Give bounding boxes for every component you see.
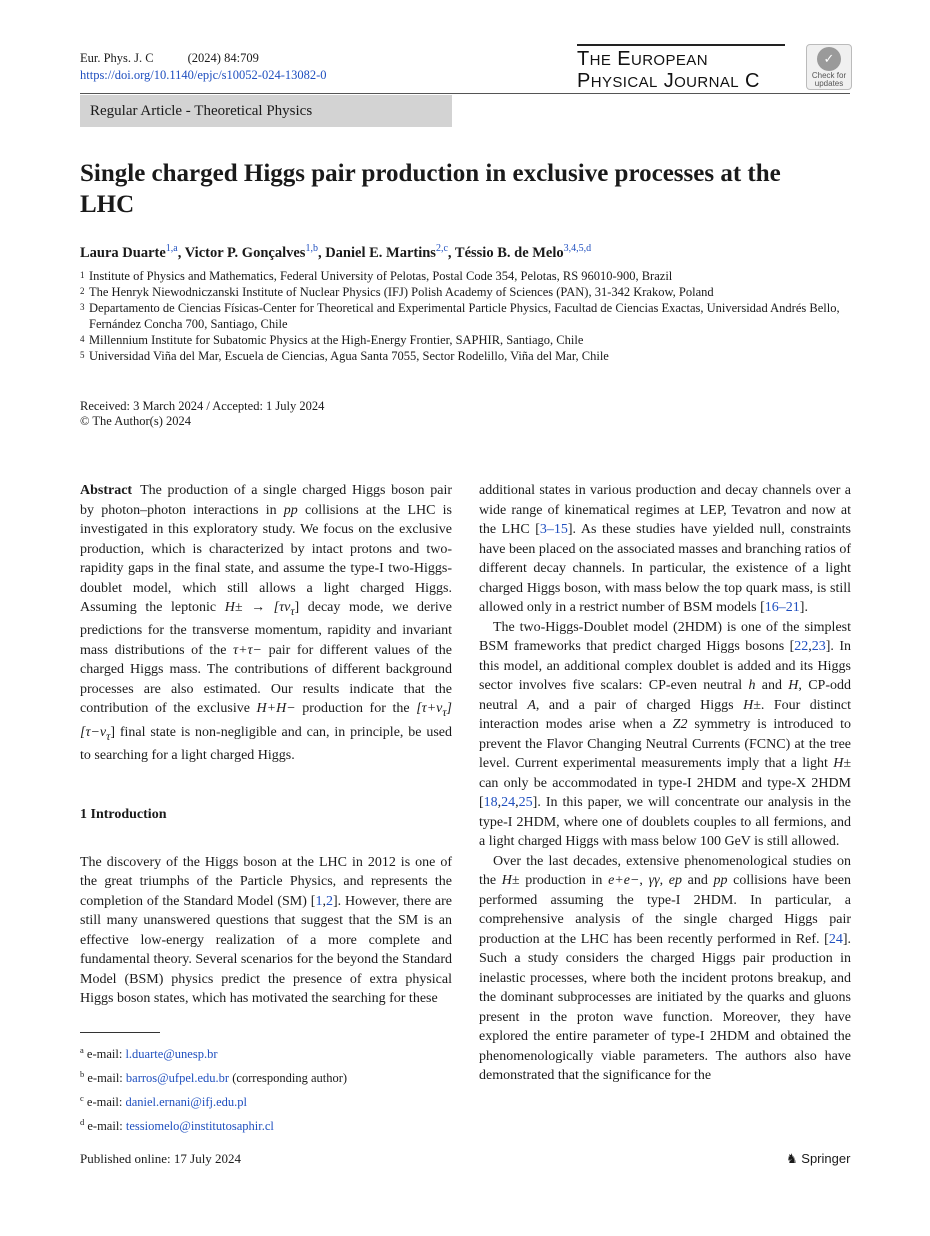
affiliation-item (80, 268, 855, 284)
springer-horse-icon: ♞ (786, 1151, 798, 1166)
footnote-mark: d (80, 1117, 85, 1128)
abstract-text: pair for different values of the charged Higgs mass. The contributions of different background processes are also estimated. Our results indicate that the contribution of the exclusive (80, 642, 453, 717)
body-text: collisions have been performed assuming the type-I 2HDM. In particular, a comprehensive analysis of the single charged Higgs pair production at the LHC has been recently performed in Ref. [ (479, 873, 852, 947)
journal-logo (577, 44, 785, 93)
citation-link[interactable]: 25 (518, 795, 533, 810)
math-A: A (527, 697, 536, 713)
footnote-note: (corresponding author) (229, 1071, 348, 1086)
check-for-updates-button[interactable] (806, 44, 852, 90)
body-text: Over the last decades, extensive phenomenological studies on the (479, 853, 851, 888)
email-link[interactable]: daniel.ernani@ifj.edu.pl (125, 1095, 247, 1110)
citation-link[interactable]: 3–15 (539, 522, 568, 537)
affiliation-item (80, 332, 855, 348)
math-pp: pp (283, 502, 298, 518)
citation-link[interactable]: 22 (794, 639, 809, 654)
intro-paragraph-1 (479, 481, 851, 618)
body-text: can only be accommodated in type-I 2HDM and type-X 2HDM [ (479, 775, 851, 810)
check-for-updates-label: Check for updates (811, 71, 847, 88)
citation-link[interactable]: 23 (811, 639, 826, 654)
author-affiliation-ref[interactable]: 3,4,5,d (563, 243, 592, 254)
citation-link[interactable]: 24 (501, 795, 516, 810)
right-column (479, 481, 851, 1086)
math-bracket: ] (110, 724, 115, 740)
affiliation-text: Universidad Viña del Mar, Escuela de Ciencias, Agua Santa 7055, Sector Rodelillo, Viña del Mar, Chile (89, 349, 609, 363)
affiliation-number: 5 (80, 350, 85, 360)
footnote-item (80, 1040, 347, 1064)
body-text: , and a pair of charged Higgs (535, 697, 744, 713)
author-name: Téssio B. de Melo (454, 244, 564, 261)
published-online: Published online: 17 July 2024 (80, 1151, 242, 1166)
math-hpm: H± (501, 873, 520, 888)
email-link[interactable]: barros@ufpel.edu.br (125, 1071, 230, 1086)
footnote-mark: a (80, 1045, 84, 1055)
journal-name-line2: PHYSICAL JOURNAL C (577, 70, 760, 92)
citation-link[interactable]: 1 (315, 893, 323, 909)
body-text: additional states in various production and decay channels over a wide range of kinematical regimes at LEP, Tevatron and now at the LHC [ (479, 483, 851, 537)
abstract-text: production for the (295, 701, 417, 717)
body-text: symmetry is introduced to prevent the Flavor Changing Neutral Currents (FCNC) at the tree level. Current experimental measurements imply that a light (479, 717, 851, 771)
math-h: h (748, 678, 756, 693)
journal-abbrev: Eur. Phys. J. C (80, 51, 154, 65)
body-text: ]. However, there are still many unanswered questions that suggest that the SM is an effective low-energy realization of a more complete and fundamental theory. Several scenarios for the beyond the Standard Model (BSM) physics predict the presence of extra physical Higgs boson states, which has motivated the searching for these (80, 893, 452, 1007)
doi-link[interactable]: https://doi.org/10.1140/epjc/s10052-024-13082-0 (80, 68, 327, 82)
math-hpm: H± (743, 697, 761, 713)
author-affiliation-ref[interactable]: 1,a (165, 243, 178, 254)
intro-paragraph-2: The two-Higgs-Doublet model (2HDM) is one of the simplest BSM frameworks that predict charged Higgs bosons [22,23]. In this model, an additional complex doublet is added and its Higgs sector involves five scalars: CP-even neutral h and H, CP-odd neutral A, and a pair of charged Higgs H±. Four distinct interaction modes arise when a Z2 symmetry is introduced to prevent the Flavor Changing Neutral Currents (FCNC) at the tree level. Current experimental measurements imply that a light H± can only be accommodated in type-I 2HDM and type-X 2HDM [18,24,25]. In this paper, we will concentrate our analysis in the type-I 2HDM, where one of doublets couples to all fermions, and a light charged Higgs with mass below 100 GeV is still allowed. (479, 619, 852, 849)
article-title: Single charged Higgs pair production in exclusive processes at the LHC (80, 160, 781, 218)
footnote-mark: c (80, 1093, 84, 1104)
body-text: ]. Such a study considers the charged Higgs pair production in inelastic processes, where both the incident protons breakup, and the dominant subprocesses are initiated by the quarks and gluons present in the proton wave function. Moreover, they have explored the entire parameter of type-I 2HDM and obtained the phenomenologically viable parameters. The authors also have demonstrated that the significance for the (479, 931, 851, 1083)
author-name: Victor P. Gonçalves (184, 244, 306, 261)
math-tautau: τ+τ− (233, 642, 262, 658)
intro-paragraph-3: Over the last decades, extensive phenomenological studies on the H± production in e+e−, γγ, ep and pp collisions have been performed assuming the type-I 2HDM. In particular, a comprehensive analysis of the single charged Higgs pair production at the LHC has been recently performed in Ref. [24]. Such a study considers the charged Higgs pair production in inelastic processes, where both the incident protons breakup, and the dominant subprocesses are initiated by the quarks and gluons present in the proton wave function. Moreover, they have explored the entire parameter of type-I 2HDM and obtained the phenomenologically viable parameters. The authors also have demonstrated that the significance for the (479, 853, 852, 1083)
footnote-item (80, 1088, 347, 1112)
footnotes (80, 1040, 347, 1137)
author-affiliation-ref[interactable]: 2,c (435, 243, 448, 254)
body-text: ]. As these studies have yielded null, constraints have been placed on the associated masses and branching ratios of different decay channels. In particular, the existence of a light charged Higgs boson, with mass below the top quark mass, is still allowed only in a restrict number of BSM models [ (479, 522, 851, 615)
publisher-name: Springer (801, 1151, 851, 1166)
affiliation-item (80, 300, 855, 332)
math-decay: H± → [τν (224, 600, 291, 615)
email-link[interactable]: l.duarte@unesp.br (125, 1047, 218, 1062)
affiliation-item (80, 348, 855, 364)
abstract-text: collisions at the LHC is investigated in this exploratory study. We focus on the exclusive production, which is characterized by intact protons and two-rapidity gaps in the final state, and assume the type-I two-Higgs-doublet model, which still allows a light charged Higgs. Assuming the leptonic (80, 502, 452, 615)
abstract (80, 481, 452, 765)
affiliation-number: 3 (80, 302, 85, 312)
year-volume: (2024) 84:709 (187, 51, 259, 65)
footnote-mark: b (80, 1069, 85, 1080)
body-text: The discovery of the Higgs boson at the LHC in 2012 is one of the great triumphs of the Particle Physics, and represents the completion of the Standard Model (SM) [ (80, 854, 452, 909)
bookmark-icon: ✓ (817, 47, 841, 71)
affiliation-item (80, 284, 855, 300)
math-hh: H+H− (256, 701, 296, 717)
body-text: and (755, 678, 789, 693)
citation-link[interactable]: 24 (828, 931, 843, 947)
footnote-label: e-mail: (86, 1047, 126, 1062)
left-column (80, 481, 452, 1009)
math-sub: τ (106, 729, 111, 743)
math-ee: e+e− (608, 873, 640, 888)
math-bracket: ] (294, 600, 300, 615)
affiliation-text: Millennium Institute for Subatomic Physics at the High-Energy Frontier, SAPHIR, Santiago, Chile (89, 333, 584, 347)
section-heading: 1 Introduction (80, 807, 167, 823)
footnote-rule (80, 1032, 160, 1033)
affiliation-number: 4 (80, 334, 85, 344)
math-final-state: [τ+ν (416, 701, 443, 717)
math-hpm: H± (833, 756, 851, 771)
abstract-text: The production of a single charged Higgs boson pair by photon–photon interactions in (80, 483, 452, 518)
article-type: Regular Article - Theoretical Physics (80, 95, 452, 127)
footnote-item (80, 1112, 347, 1136)
affiliation-text: Departamento de Ciencias Físicas-Center for Theoretical and Experimental Particle Physics, Facultad de Ciencias Exactas, Universidad Andrés Bello, Fernández Concha 700, Santiago, Chile (89, 301, 840, 331)
body-text: , CP-odd neutral (479, 678, 851, 713)
footnote-label: e-mail: (87, 1071, 126, 1086)
math-final-state: ][τ−ν (80, 701, 452, 740)
author-name: Daniel E. Martins (325, 244, 436, 261)
footnote-label: e-mail: (87, 1119, 126, 1134)
math-z2: Z2 (672, 717, 688, 732)
affiliation-list (80, 268, 855, 364)
math-H: H (788, 678, 799, 693)
affiliation-number: 2 (80, 286, 85, 296)
abstract-label: Abstract (80, 483, 133, 498)
affiliation-text: The Henryk Niewodniczanski Institute of Nuclear Physics (IFJ) Polish Academy of Sciences (PAN), 31-342 Krakow, Poland (89, 285, 714, 299)
body-text: The two-Higgs-Doublet model (2HDM) is one of the simplest BSM frameworks that predict charged Higgs bosons [ (479, 619, 851, 654)
journal-name-line1: THE EUROPEAN (577, 48, 708, 70)
math-sub: τ (442, 706, 447, 720)
intro-paragraph-1: The discovery of the Higgs boson at the LHC in 2012 is one of the great triumphs of the Particle Physics, and represents the completion of the Standard Model (SM) [1,2]. However, there are still many unanswered questions that suggest that the SM is an effective low-energy realization of a more complete and fundamental theory. Several scenarios for the beyond the Standard Model (BSM) physics predict the presence of extra physical Higgs boson states, which has motivated the searching for these (80, 854, 452, 1007)
math-sub: τ (290, 604, 295, 618)
body-text: ]. In this paper, we will concentrate our analysis in the type-I 2HDM, where one of doublets couples to all fermions, and a light charged Higgs with mass below 100 GeV is still allowed. (479, 795, 851, 849)
publisher-logo (786, 1151, 850, 1167)
header-rule (80, 93, 850, 94)
affiliation-number: 1 (80, 270, 85, 280)
affiliation-text: Institute of Physics and Mathematics, Federal University of Pelotas, Postal Code 354, Pelotas, RS 96010-900, Brazil (89, 269, 673, 283)
received-accepted: Received: 3 March 2024 / Accepted: 1 July 2024 (80, 399, 325, 413)
citation-link[interactable]: 16–21 (764, 600, 800, 615)
publication-dates (80, 399, 324, 429)
body-text: production in (519, 873, 609, 888)
journal-citation (80, 50, 327, 84)
citation-link[interactable]: 2 (325, 893, 333, 909)
author-name: Laura Duarte (80, 244, 166, 261)
citation-link[interactable]: 18 (483, 795, 498, 810)
body-text: ]. In this model, an additional complex doublet is added and its Higgs sector involves five scalars: CP-even neutral (479, 639, 852, 693)
author-list: Laura Duarte$^{1,a}$, Victor P. Gonçalves$^{1,b}$, Daniel E. Martins$^{2,c}$, Téssio B. de Melo$^{3,4,5,d}$ (80, 243, 592, 261)
footnote-label: e-mail: (86, 1095, 126, 1110)
math-ep: ep (668, 873, 682, 888)
footnote-item (80, 1064, 347, 1088)
abstract-text: final state is non-negligible and can, in principle, be used to searching for a light charged Higgs. (80, 724, 452, 763)
body-text: ]. (799, 600, 808, 615)
math-pp: pp (713, 873, 728, 888)
copyright: © The Author(s) 2024 (80, 414, 191, 428)
body-text: . Four distinct interaction modes arise when a (479, 697, 851, 732)
author-affiliation-ref[interactable]: 1,b (305, 243, 318, 254)
email-link[interactable]: tessiomelo@institutosaphir.cl (125, 1119, 274, 1134)
abstract-text: decay mode, we derive predictions for the transverse momentum, rapidity and invariant mass distributions of the (80, 600, 452, 658)
math-gg: γγ (648, 873, 660, 888)
